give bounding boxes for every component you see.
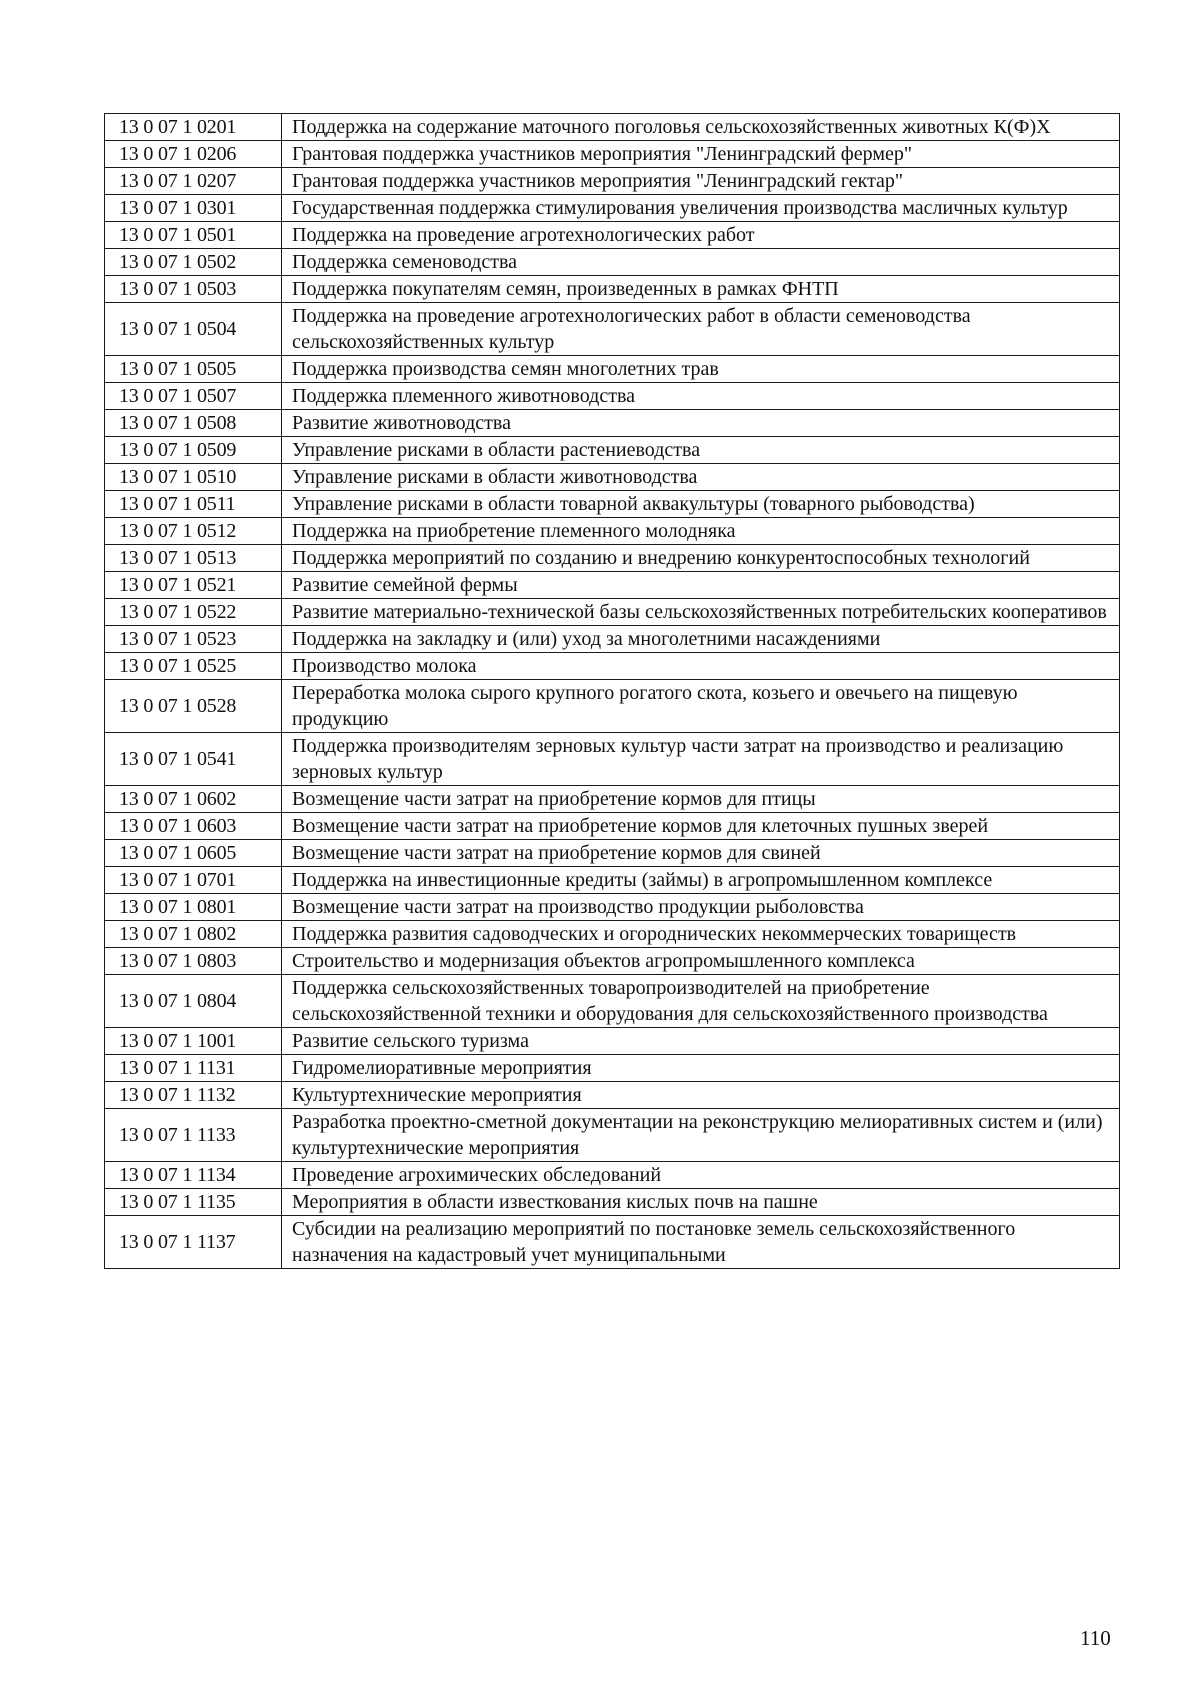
row-description-cell: Управление рисками в области растениеводства [282, 437, 1120, 464]
table-row [105, 545, 1120, 572]
table-row [105, 572, 1120, 599]
row-description-cell: Поддержка на проведение агротехнологических работ в области семеноводства сельскохозяйственных культур [282, 303, 1120, 356]
row-code-cell: 13 0 07 1 0802 [105, 921, 282, 948]
row-code-cell: 13 0 07 1 0804 [105, 975, 282, 1028]
row-code-cell: 13 0 07 1 1137 [105, 1216, 282, 1269]
table-row [105, 276, 1120, 303]
row-code-cell: 13 0 07 1 0509 [105, 437, 282, 464]
table-row [105, 867, 1120, 894]
row-description-cell: Культуртехнические мероприятия [282, 1082, 1120, 1109]
row-code-cell: 13 0 07 1 0301 [105, 195, 282, 222]
table-row [105, 894, 1120, 921]
table-row [105, 1109, 1120, 1162]
row-description-cell: Субсидии на реализацию мероприятий по постановке земель сельскохозяйственного назначения на кадастровый учет муниципальными [282, 1216, 1120, 1269]
row-code-cell: 13 0 07 1 0521 [105, 572, 282, 599]
row-code-cell: 13 0 07 1 1131 [105, 1055, 282, 1082]
row-code-cell: 13 0 07 1 0513 [105, 545, 282, 572]
row-description-cell: Производство молока [282, 653, 1120, 680]
row-description-cell: Поддержка мероприятий по созданию и внедрению конкурентоспособных технологий [282, 545, 1120, 572]
row-description-cell: Возмещение части затрат на приобретение кормов для птицы [282, 786, 1120, 813]
table-row [105, 1189, 1120, 1216]
row-code-cell: 13 0 07 1 1133 [105, 1109, 282, 1162]
table-row [105, 680, 1120, 733]
table-row [105, 518, 1120, 545]
row-description-cell: Мероприятия в области известкования кислых почв на пашне [282, 1189, 1120, 1216]
row-code-cell: 13 0 07 1 0602 [105, 786, 282, 813]
row-description-cell: Поддержка на инвестиционные кредиты (займы) в агропромышленном комплексе [282, 867, 1120, 894]
table-body [105, 114, 1120, 1269]
row-code-cell: 13 0 07 1 0803 [105, 948, 282, 975]
table-row [105, 948, 1120, 975]
row-description-cell: Управление рисками в области товарной аквакультуры (товарного рыбоводства) [282, 491, 1120, 518]
row-description-cell: Поддержка на содержание маточного поголовья сельскохозяйственных животных К(Ф)Х [282, 114, 1120, 141]
row-code-cell: 13 0 07 1 0525 [105, 653, 282, 680]
row-code-cell: 13 0 07 1 1134 [105, 1162, 282, 1189]
row-code-cell: 13 0 07 1 0522 [105, 599, 282, 626]
table-row [105, 1055, 1120, 1082]
row-code-cell: 13 0 07 1 0603 [105, 813, 282, 840]
row-description-cell: Поддержка на приобретение племенного молодняка [282, 518, 1120, 545]
table-row [105, 1082, 1120, 1109]
table-row [105, 437, 1120, 464]
row-code-cell: 13 0 07 1 0507 [105, 383, 282, 410]
budget-codes-table [104, 113, 1120, 1269]
table-row [105, 168, 1120, 195]
row-code-cell: 13 0 07 1 0605 [105, 840, 282, 867]
table-row [105, 356, 1120, 383]
row-description-cell: Поддержка производителям зерновых культур части затрат на производство и реализацию зерновых культур [282, 733, 1120, 786]
row-description-cell: Поддержка покупателям семян, произведенных в рамках ФНТП [282, 276, 1120, 303]
row-description-cell: Возмещение части затрат на производство продукции рыболовства [282, 894, 1120, 921]
row-description-cell: Управление рисками в области животноводства [282, 464, 1120, 491]
row-code-cell: 13 0 07 1 1135 [105, 1189, 282, 1216]
row-description-cell: Поддержка производства семян многолетних трав [282, 356, 1120, 383]
table-row [105, 383, 1120, 410]
row-code-cell: 13 0 07 1 0511 [105, 491, 282, 518]
table-row [105, 249, 1120, 276]
row-description-cell: Поддержка на закладку и (или) уход за многолетними насаждениями [282, 626, 1120, 653]
table-row [105, 840, 1120, 867]
row-description-cell: Развитие семейной фермы [282, 572, 1120, 599]
table-row [105, 114, 1120, 141]
row-description-cell: Развитие животноводства [282, 410, 1120, 437]
row-code-cell: 13 0 07 1 0501 [105, 222, 282, 249]
row-description-cell: Грантовая поддержка участников мероприятия "Ленинградский фермер" [282, 141, 1120, 168]
table-row [105, 1028, 1120, 1055]
row-code-cell: 13 0 07 1 1001 [105, 1028, 282, 1055]
row-code-cell: 13 0 07 1 0505 [105, 356, 282, 383]
row-code-cell: 13 0 07 1 0503 [105, 276, 282, 303]
table-row [105, 733, 1120, 786]
row-description-cell: Грантовая поддержка участников мероприятия "Ленинградский гектар" [282, 168, 1120, 195]
table-row [105, 464, 1120, 491]
table-row [105, 303, 1120, 356]
row-description-cell: Развитие материально-технической базы сельскохозяйственных потребительских кооперативов [282, 599, 1120, 626]
row-description-cell: Возмещение части затрат на приобретение кормов для свиней [282, 840, 1120, 867]
table-row [105, 626, 1120, 653]
row-code-cell: 13 0 07 1 0528 [105, 680, 282, 733]
table-row [105, 410, 1120, 437]
row-description-cell: Государственная поддержка стимулирования увеличения производства масличных культур [282, 195, 1120, 222]
table-row [105, 1216, 1120, 1269]
table-row [105, 222, 1120, 249]
row-description-cell: Возмещение части затрат на приобретение кормов для клеточных пушных зверей [282, 813, 1120, 840]
table-row [105, 1162, 1120, 1189]
row-code-cell: 13 0 07 1 0541 [105, 733, 282, 786]
row-code-cell: 13 0 07 1 0207 [105, 168, 282, 195]
row-code-cell: 13 0 07 1 0801 [105, 894, 282, 921]
table-row [105, 975, 1120, 1028]
table-row [105, 786, 1120, 813]
row-code-cell: 13 0 07 1 0701 [105, 867, 282, 894]
row-description-cell: Строительство и модернизация объектов агропромышленного комплекса [282, 948, 1120, 975]
row-description-cell: Проведение агрохимических обследований [282, 1162, 1120, 1189]
row-description-cell: Поддержка семеноводства [282, 249, 1120, 276]
row-description-cell: Поддержка развития садоводческих и огороднических некоммерческих товариществ [282, 921, 1120, 948]
row-code-cell: 13 0 07 1 0504 [105, 303, 282, 356]
table-row [105, 599, 1120, 626]
row-description-cell: Развитие сельского туризма [282, 1028, 1120, 1055]
row-code-cell: 13 0 07 1 0502 [105, 249, 282, 276]
row-description-cell: Гидромелиоративные мероприятия [282, 1055, 1120, 1082]
row-code-cell: 13 0 07 1 0523 [105, 626, 282, 653]
row-description-cell: Поддержка на проведение агротехнологических работ [282, 222, 1120, 249]
table-row [105, 195, 1120, 222]
row-code-cell: 13 0 07 1 0508 [105, 410, 282, 437]
row-code-cell: 13 0 07 1 0201 [105, 114, 282, 141]
row-description-cell: Разработка проектно-сметной документации на реконструкцию мелиоративных систем и (или) культуртехнические мероприятия [282, 1109, 1120, 1162]
row-description-cell: Переработка молока сырого крупного рогатого скота, козьего и овечьего на пищевую продукцию [282, 680, 1120, 733]
row-code-cell: 13 0 07 1 1132 [105, 1082, 282, 1109]
row-code-cell: 13 0 07 1 0512 [105, 518, 282, 545]
table-row [105, 813, 1120, 840]
table-row [105, 653, 1120, 680]
table-row [105, 921, 1120, 948]
table-row [105, 141, 1120, 168]
row-description-cell: Поддержка сельскохозяйственных товаропроизводителей на приобретение сельскохозяйственной техники и оборудования для сельскохозяйственного производства [282, 975, 1120, 1028]
row-code-cell: 13 0 07 1 0510 [105, 464, 282, 491]
table-row [105, 491, 1120, 518]
row-code-cell: 13 0 07 1 0206 [105, 141, 282, 168]
page-number: 110 [1080, 1626, 1111, 1650]
row-description-cell: Поддержка племенного животноводства [282, 383, 1120, 410]
